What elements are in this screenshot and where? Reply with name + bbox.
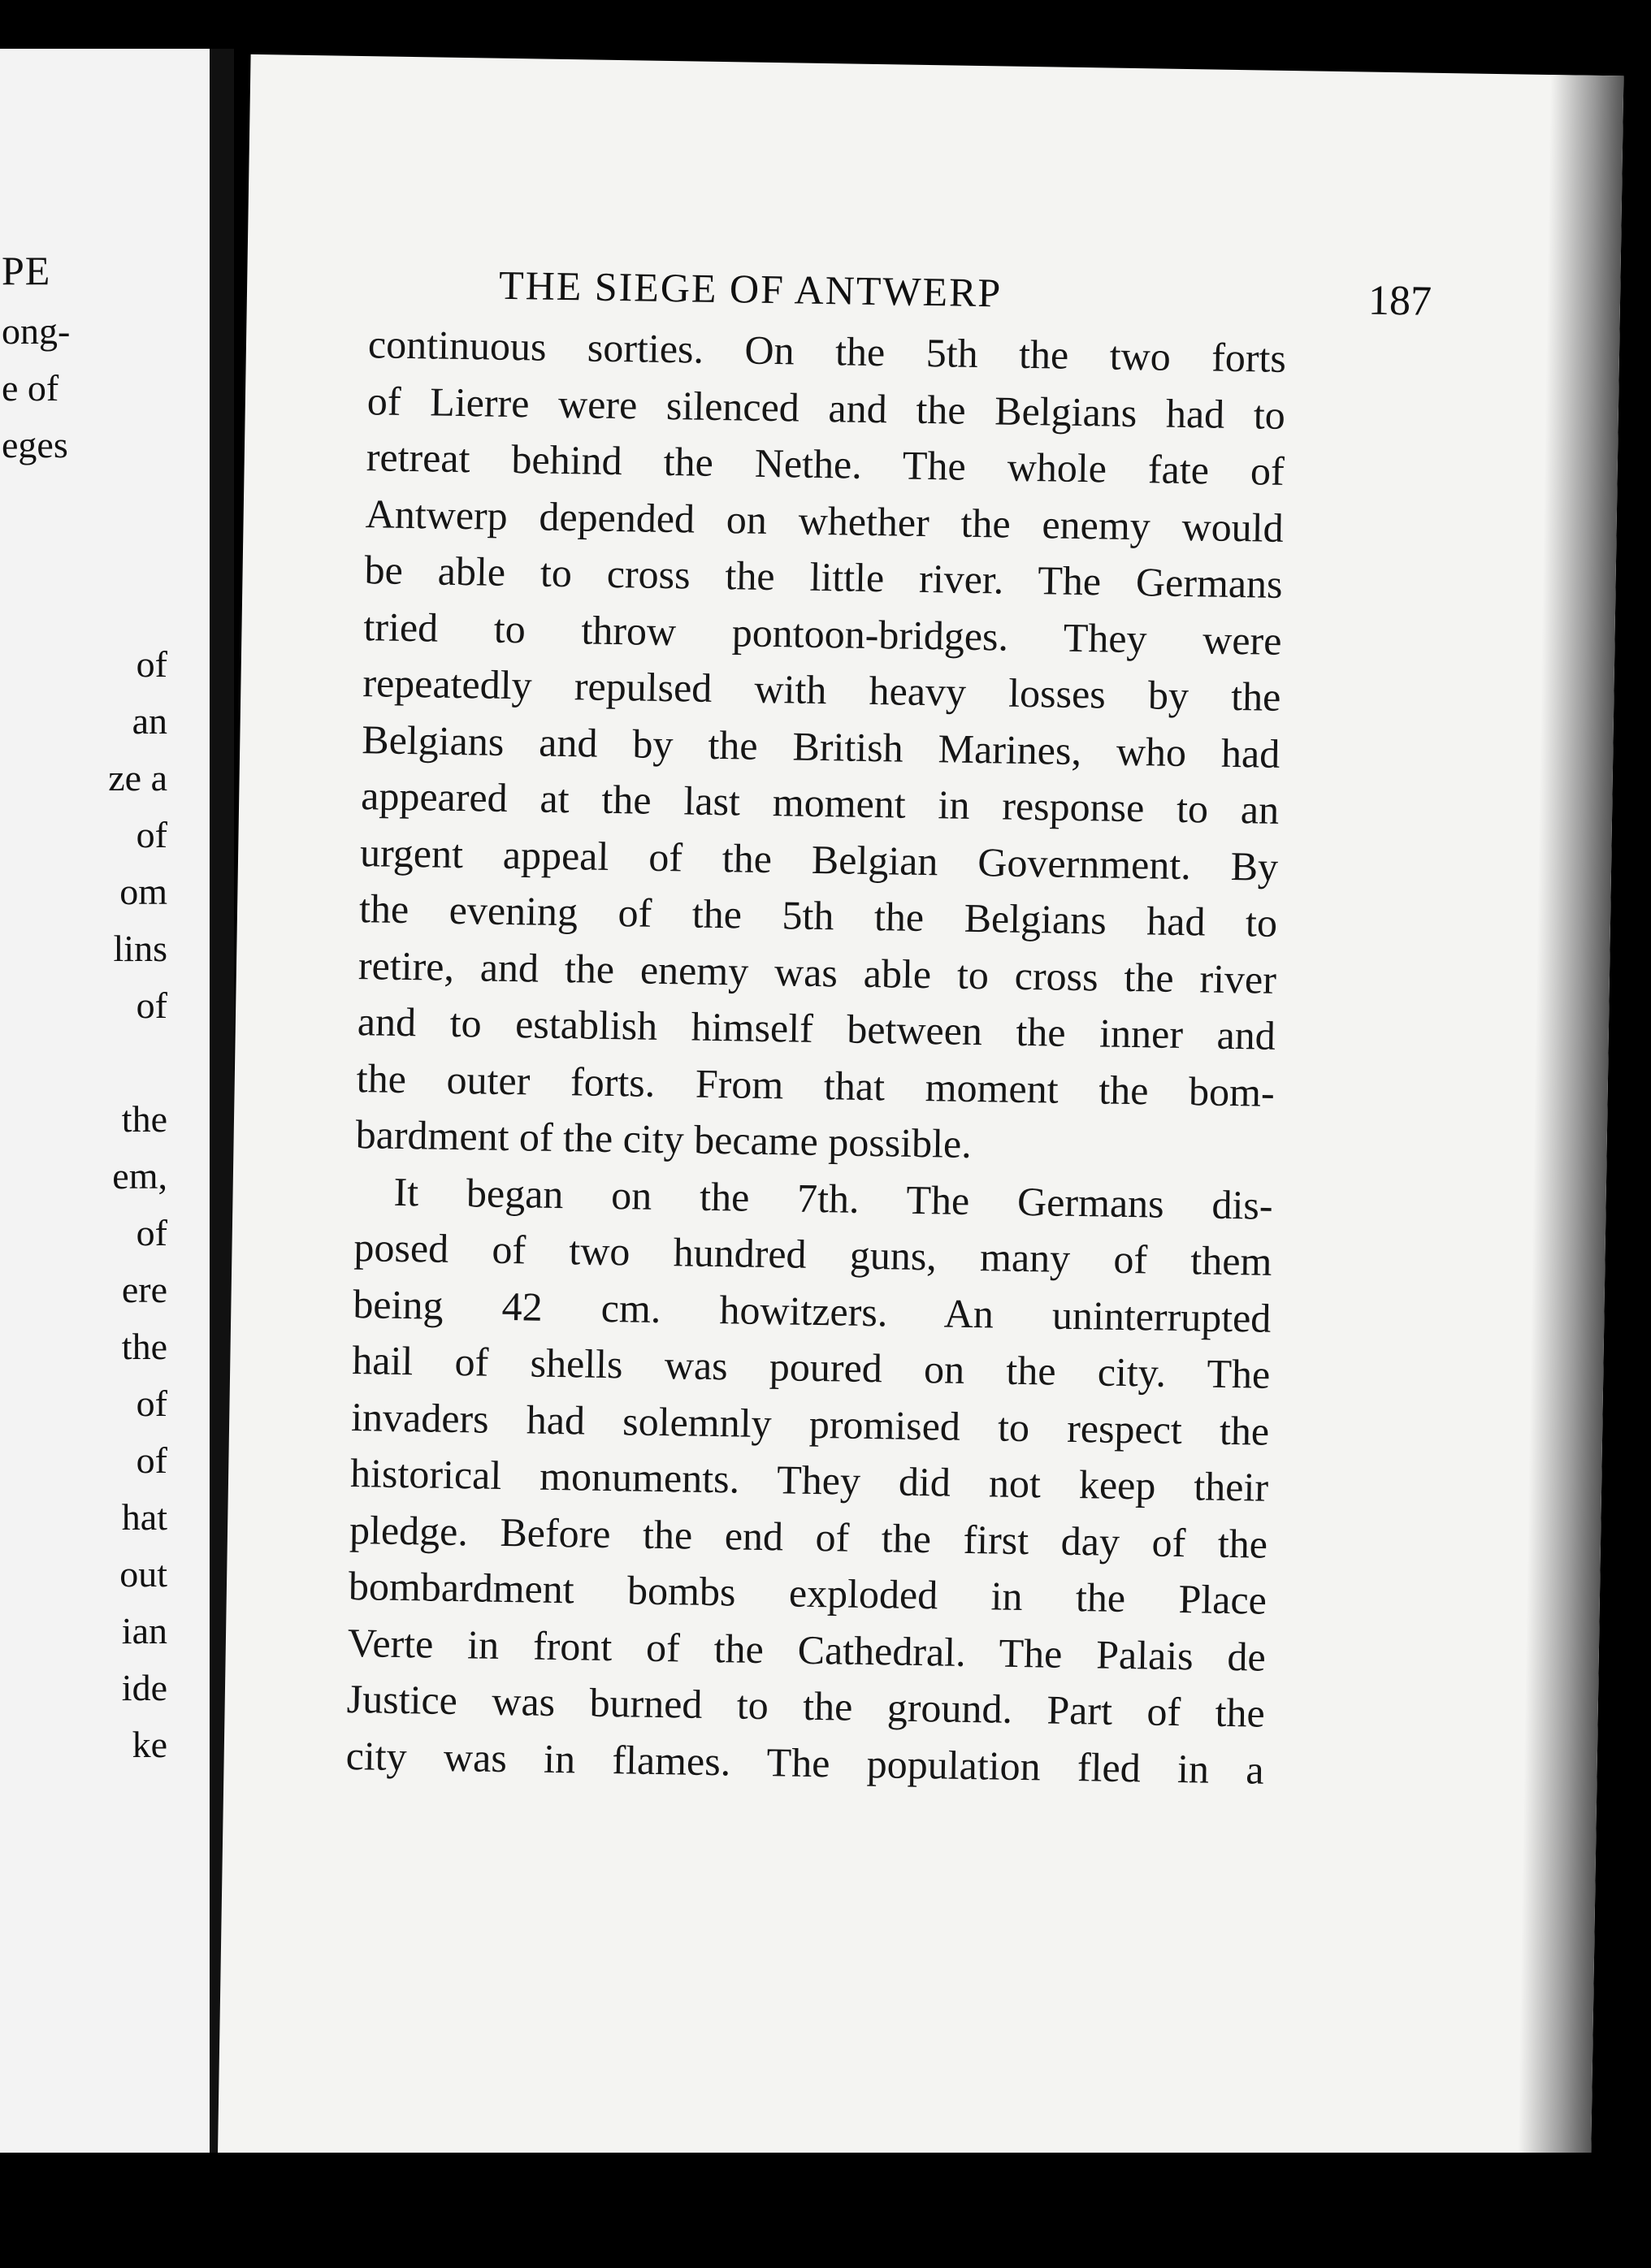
- left-page-line-fragment: ide: [121, 1667, 167, 1708]
- left-page-line-fragment: of: [136, 1439, 167, 1481]
- text-line: retire, and the enemy was able to cross the river: [358, 941, 1277, 1002]
- left-page-line-fragment: ze a: [108, 757, 167, 799]
- running-head: [426, 260, 1564, 327]
- left-page-line-fragment: em,: [112, 1155, 167, 1197]
- text-line: bombardment bombs exploded in the Place: [348, 1563, 1268, 1623]
- left-page-line-fragment: of: [136, 643, 167, 685]
- page-edge-shadow: [1517, 75, 1623, 2196]
- left-page-line-fragment: ian: [121, 1610, 167, 1651]
- text-line-paragraph-end: bardment of the city became possible.: [355, 1111, 973, 1166]
- text-line: Antwerp depended on whether the enemy would: [365, 490, 1285, 551]
- text-line: posed of two hundred guns, many of them: [353, 1224, 1272, 1284]
- text-line: continuous sorties. On the 5th the two forts: [367, 321, 1287, 381]
- text-line: be able to cross the little river. The Germans: [364, 547, 1283, 607]
- text-line: Justice was burned to the ground. Part of the: [346, 1675, 1266, 1736]
- text-line: city was in flames. The population fled in a: [345, 1732, 1265, 1793]
- text-line: Belgians and by the British Marines, who had: [361, 716, 1280, 777]
- left-page-line-fragment: eges: [2, 424, 68, 465]
- text-line: and to establish himself between the inner and: [357, 998, 1276, 1058]
- scan-bottom-border: [0, 2153, 1651, 2268]
- left-page-line-fragment: of: [136, 985, 167, 1026]
- left-page-line-fragment: of: [136, 1383, 167, 1424]
- text-line: historical monuments. They did not keep their: [349, 1450, 1269, 1510]
- text-line: retreat behind the Nethe. The whole fate of: [366, 434, 1285, 494]
- left-page-line-fragment: of: [136, 1212, 167, 1253]
- text-line: hail of shells was poured on the city. The: [351, 1337, 1271, 1397]
- left-page-line-fragment: ere: [121, 1269, 167, 1310]
- text-line: the outer forts. From that moment the bom-: [356, 1054, 1276, 1115]
- text-line: being 42 cm. howitzers. An uninterrupted: [353, 1280, 1272, 1341]
- left-page-line-fragment: ong-: [2, 310, 71, 352]
- left-page-line-fragment: an: [132, 700, 167, 742]
- left-page-line-fragment: out: [119, 1553, 167, 1595]
- text-line-paragraph-start: It began on the 7th. The Germans dis-: [393, 1168, 1273, 1228]
- body-text: [345, 316, 1286, 1798]
- left-page-heading-fragment: PE: [2, 248, 51, 293]
- left-page-line-fragment: hat: [121, 1496, 167, 1538]
- left-page-line-fragment: om: [119, 871, 167, 912]
- text-line: Verte in front of the Cathedral. The Palais de: [347, 1619, 1267, 1680]
- left-page-line-fragment: lins: [113, 928, 167, 969]
- text-line: urgent appeal of the Belgian Government. By: [359, 829, 1279, 889]
- left-page-line-fragment: ke: [132, 1724, 167, 1765]
- running-head-title: THE SIEGE OF ANTWERP: [498, 262, 1003, 316]
- text-line: invaders had solemnly promised to respect the: [350, 1393, 1270, 1454]
- text-line: repeatedly repulsed with heavy losses by the: [362, 660, 1281, 720]
- page-number: 187: [1367, 277, 1432, 325]
- text-line: tried to throw pontoon-bridges. They were: [363, 603, 1282, 664]
- left-page-line-fragment: e of: [2, 367, 59, 409]
- left-page-fragment: [0, 49, 210, 2153]
- text-line: appeared at the last moment in response to an: [360, 773, 1280, 833]
- left-page-line-fragment: the: [121, 1098, 167, 1140]
- left-page-line-fragment: the: [121, 1326, 167, 1367]
- text-line: of Lierre were silenced and the Belgians had to: [366, 377, 1286, 438]
- text-line: pledge. Before the end of the first day of the: [349, 1506, 1268, 1567]
- text-line: the evening of the 5th the Belgians had to: [358, 885, 1278, 946]
- right-page: [218, 54, 1624, 2196]
- left-page-line-fragment: of: [136, 814, 167, 855]
